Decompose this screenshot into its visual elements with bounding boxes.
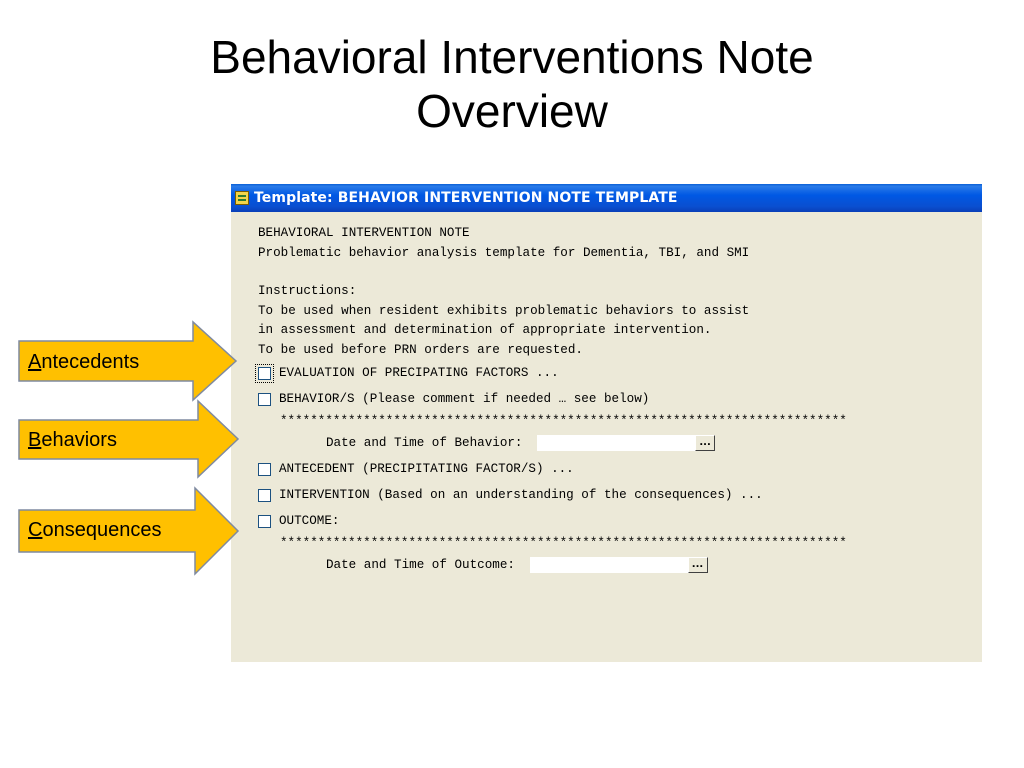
evaluation-label: EVALUATION OF PRECIPATING FACTORS ... (279, 366, 559, 380)
template-icon (235, 191, 249, 205)
instructions-line-1: To be used when resident exhibits problematic behaviors to assist (258, 303, 750, 318)
behavior-date-input[interactable] (537, 435, 695, 451)
template-window (231, 184, 982, 662)
intervention-checkbox[interactable] (258, 489, 271, 502)
item-outcome[interactable] (258, 508, 982, 534)
outcome-date-input[interactable] (530, 557, 688, 573)
behaviors-label: BEHAVIOR/S (279, 392, 355, 406)
outcome-date-label: Date and Time of Outcome: (326, 558, 523, 572)
slide-title-line1: Behavioral Interventions Note (210, 31, 814, 83)
consequences-label: Consequences (28, 519, 162, 541)
instructions-line-3: To be used before PRN orders are requested. (258, 342, 583, 357)
slide-title (0, 30, 1024, 138)
outcome-date-row (258, 552, 982, 578)
consequences-callout (18, 486, 240, 576)
antecedent-checkbox[interactable] (258, 463, 271, 476)
antecedents-label: Antecedents (28, 351, 140, 373)
behaviors-hint: (Please comment if needed … see below) (354, 392, 650, 406)
behaviors-callout (18, 399, 240, 479)
behavior-date-picker-button[interactable]: ... (695, 435, 715, 451)
outcome-checkbox[interactable] (258, 515, 271, 528)
outcome-separator: *************************************************************************** (280, 536, 847, 550)
window-titlebar[interactable] (231, 184, 982, 212)
behavior-date-label: Date and Time of Behavior: (326, 436, 531, 450)
behaviors-label: Behaviors (28, 429, 117, 451)
item-intervention[interactable] (258, 482, 982, 508)
behaviors-checkbox[interactable] (258, 393, 271, 406)
intervention-label: INTERVENTION (Based on an understanding of the consequences) ... (279, 488, 763, 502)
behavior-date-row (258, 430, 982, 456)
item-behaviors[interactable] (258, 386, 982, 412)
note-subheading: Problematic behavior analysis template for Dementia, TBI, and SMI (258, 245, 750, 260)
outcome-date-picker-button[interactable]: ... (688, 557, 708, 573)
antecedents-callout (18, 320, 240, 402)
item-evaluation[interactable] (258, 360, 982, 386)
antecedent-label: ANTECEDENT (PRECIPITATING FACTOR/S) ... (279, 462, 574, 476)
note-heading: BEHAVIORAL INTERVENTION NOTE (258, 226, 470, 240)
slide-title-line2: Overview (416, 85, 608, 137)
template-content (231, 212, 982, 578)
evaluation-checkbox[interactable] (258, 367, 271, 380)
outcome-label: OUTCOME: (279, 514, 340, 528)
window-title: Template: BEHAVIOR INTERVENTION NOTE TEMPLATE (254, 190, 678, 206)
instructions-line-2: in assessment and determination of appropriate intervention. (258, 323, 712, 337)
item-antecedent[interactable] (258, 456, 982, 482)
instructions-label: Instructions: (258, 284, 357, 298)
behavior-separator: *************************************************************************** (280, 414, 847, 428)
